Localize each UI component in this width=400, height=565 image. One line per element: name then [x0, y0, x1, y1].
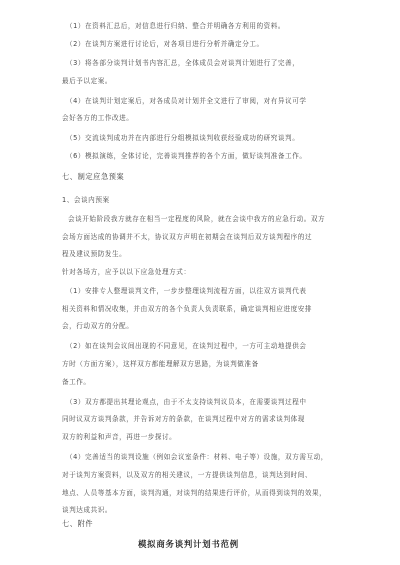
text-line-25: 对于谈判方案资料，以及双方的相关建议，一方提供谈判信息，谈判达到时间、 — [62, 471, 313, 479]
text-line-5: （4）在谈判计划定案后，对各成员对计划并全文进行了审阅，对有异议可学 — [66, 97, 307, 105]
text-line-13: 程及建议预防发生。 — [62, 250, 127, 258]
text-line-11: 会谈开始阶段我方就存在相当一定程度的风险，就在会谈中我方的应急行动。双方 — [68, 215, 326, 223]
text-line-6: 会好各方的工作改进。 — [62, 114, 134, 122]
text-line-4: 最后予以定案。 — [62, 77, 113, 85]
text-line-14: 针对各场方，应予以以下应急处理方式： — [62, 268, 191, 276]
text-line-2: （2）在谈判方案进行讨论后，对各项目进行分析并确定分工。 — [66, 40, 264, 48]
text-line-23: 双方的利益和声音，再进一步探讨。 — [62, 433, 177, 441]
text-line-15: （1）安排专人整理谈判文件，一步步整理谈判流程方面，以往双方谈判代表 — [66, 287, 307, 295]
section-heading-contingency: 七、制定应急预案 — [62, 172, 125, 181]
text-line-18: （2）如在谈判会议间出现的不同意见，在谈判过程中，一方可主动地提供会 — [66, 342, 307, 350]
text-line-22: 同时议双方谈判条款，并告诉对方的条款，在谈判过程中对方的需求谈判体现 — [62, 415, 305, 423]
text-line-21: （3）双方都提出其理论观点，由于不太支持谈判议员本，在需要谈判过程中 — [66, 398, 307, 406]
text-line-17: 会，行动双方的分配。 — [62, 322, 134, 330]
text-line-20: 备工作。 — [62, 378, 91, 386]
text-line-24: （4）完善适当的谈判设施（例如会议室条件：材料、电子等）设施，双方需互动， — [66, 453, 328, 461]
text-line-26: 地点、人员等基本方面，谈判沟通，对谈判的结果进行评价，从而得到谈判的效果， — [62, 489, 327, 497]
text-line-16: 相关资料和情况收集，并由双方的各个负责人负责联系，确定谈判相应进度安排 — [62, 305, 313, 313]
text-line-27: 谈判达成共识。 — [62, 506, 113, 514]
text-line-12: 会场方面达成的协调并不太，协议双方声明在初期会在谈判后双方谈判程序的过 — [62, 233, 313, 241]
section-heading-appendix: 七、附件 — [62, 519, 94, 528]
subheading-in-meeting-plan: 1、会谈内预案 — [62, 196, 110, 204]
text-line-8: （6）模拟演练，全体讨论，完善谈判推荐的各个方面，做好谈判准备工作。 — [66, 152, 307, 160]
text-line-3: （3）将各部分谈判计划书内容汇总，全体成员会对谈判计划进行了完善， — [66, 59, 300, 67]
text-line-7: （5）交流谈判成功并在内部进行分组模拟谈判收获经验成功的研究谈判。 — [66, 134, 300, 142]
text-line-1: （1）在资料汇总后，对信息进行归纳、整合并明确各方利用的资料。 — [66, 22, 286, 30]
document-title: 模拟商务谈判计划书范例 — [138, 539, 239, 549]
text-line-19: 方时（方面方案），这样双方都能理解双方思路，为谈判做准备 — [62, 360, 259, 368]
